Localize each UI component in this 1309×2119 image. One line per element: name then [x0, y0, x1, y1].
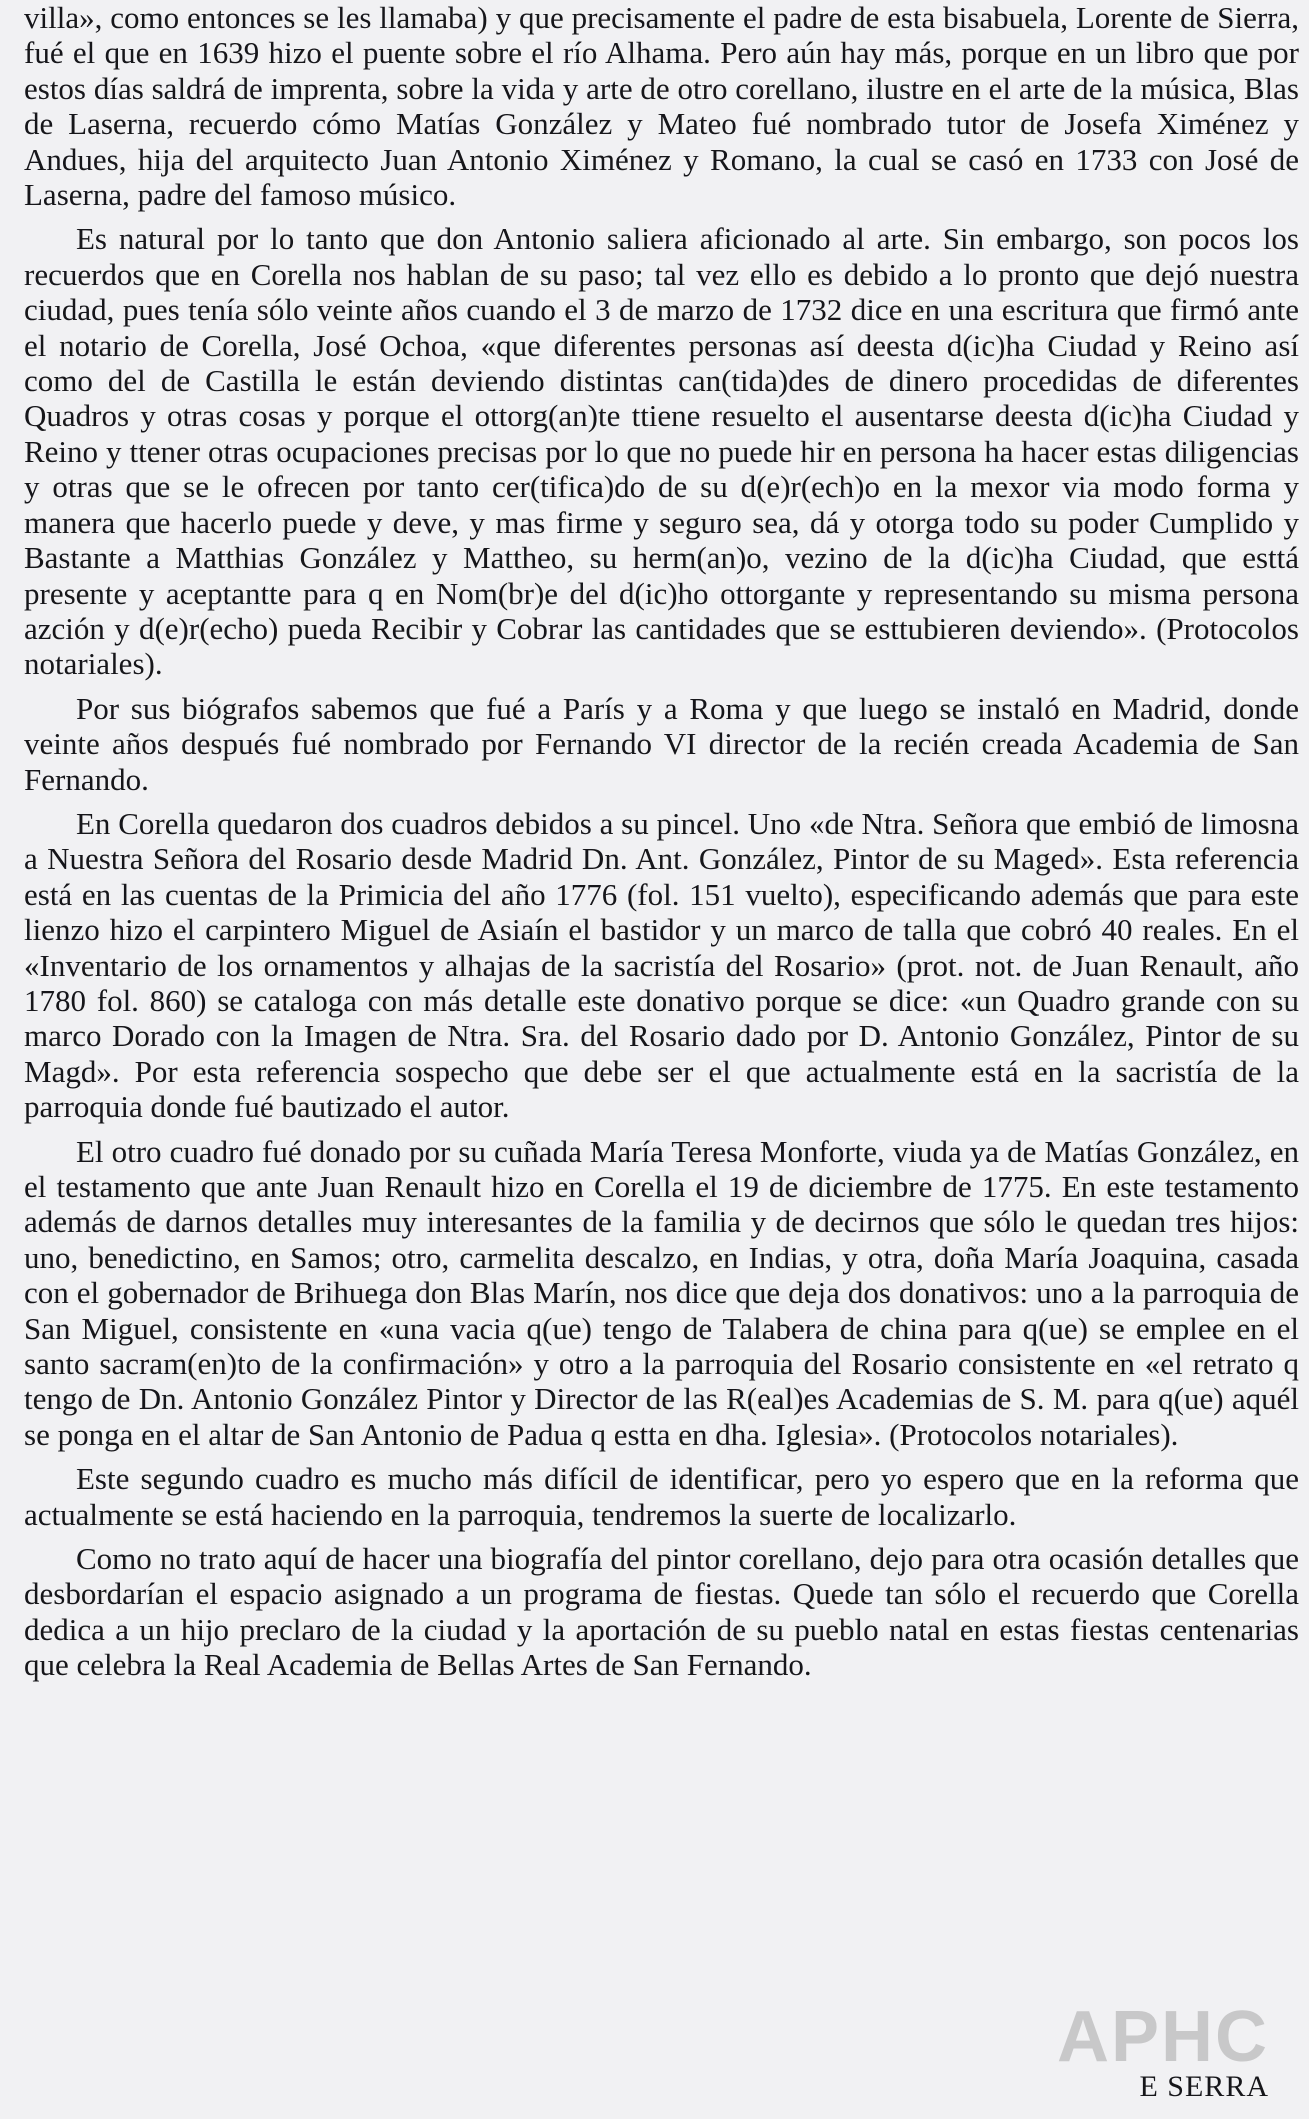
paragraph-1: villa», como entonces se les llamaba) y que precisamente el padre de esta bisabuela, Lorente de Sierra, fué el que en 1639 hizo el puente sobre el río Alhama. Pero aún hay más, porque en un libro que por estos días saldrá de imprenta, sobre la vida y arte de otro corellano, ilustre en el arte de la música, Blas de Laserna, recuerdo cómo Matías González y Mateo fué nombrado tutor de Josefa Ximénez y Andues, hija del arquitecto Juan Antonio Ximénez y Romano, la cual se casó en 1733 con José de Laserna, padre del famoso músico.	[24, 0, 1299, 213]
author-signature: E SERRA	[1139, 2070, 1269, 2103]
document-body	[24, 0, 1299, 1692]
paragraph-3: Por sus biógrafos sabemos que fué a París y a Roma y que luego se instaló en Madrid, donde veinte años después fué nombrado por Fernando VI director de la recién creada Academia de San Fernando.	[24, 690, 1299, 797]
paragraph-7: Como no trato aquí de hacer una biografía del pintor corellano, dejo para otra ocasión detalles que desbordarían el espacio asignado a un programa de fiestas. Quede tan sólo el recuerdo que Corella dedica a un hijo preclaro de la ciudad y la aportación de su pueblo natal en estas fiestas centenarias que celebra la Real Academia de Bellas Artes de San Fernando.	[24, 1541, 1299, 1683]
paragraph-5: El otro cuadro fué donado por su cuñada María Teresa Monforte, viuda ya de Matías González, en el testamento que ante Juan Renault hizo en Corella el 19 de diciembre de 1775. En este testamento además de darnos detalles muy interesantes de la familia y de decirnos que sólo le quedan tres hijos: uno, benedictino, en Samos; otro, carmelita descalzo, en Indias, y otra, doña María Joaquina, casada con el gobernador de Brihuega don Blas Marín, nos dice que deja dos donativos: uno a la parroquia de San Miguel, consistente en «una vacia q(ue) tengo de Talabera de china para q(ue) se emplee en el santo sacram(en)to de la confirmación» y otro a la parroquia del Rosario consistente en «el retrato q tengo de Dn. Antonio González Pintor y Director de las R(eal)es Academias de S. M. para q(ue) aquél se ponga en el altar de San Antonio de Padua q estta en dha. Iglesia». (Protocolos notariales).	[24, 1133, 1299, 1452]
paragraph-4: En Corella quedaron dos cuadros debidos a su pincel. Uno «de Ntra. Señora que embió de limosna a Nuestra Señora del Rosario desde Madrid Dn. Ant. González, Pintor de su Maged». Esta referencia está en las cuentas de la Primicia del año 1776 (fol. 151 vuelto), especificando además que para este lienzo hizo el carpintero Miguel de Asiaín el bastidor y un marco de talla que cobró 40 reales. En el «Inventario de los ornamentos y alhajas de la sacristía del Rosario» (prot. not. de Juan Renault, año 1780 fol. 860) se cataloga con más detalle este donativo porque se dice: «un Quadro grande con su marco Dorado con la Imagen de Ntra. Sra. del Rosario dado por D. Antonio González, Pintor de su Magd». Por esta referencia sospecho que debe ser el que actualmente está en la sacristía de la parroquia donde fué bautizado el autor.	[24, 805, 1299, 1125]
paragraph-2: Es natural por lo tanto que don Antonio saliera aficionado al arte. Sin embargo, son pocos los recuerdos que en Corella nos hablan de su paso; tal vez ello es debido a lo pronto que dejó nuestra ciudad, pues tenía sólo veinte años cuando el 3 de marzo de 1732 dice en una escritura que firmó ante el notario de Corella, José Ochoa, «que diferentes personas así deesta d(ic)ha Ciudad y Reino así como del de Castilla le están deviendo distintas can(tida)des de dinero procedidas de diferentes Quadros y otras cosas y porque el ottorg(an)te ttiene resuelto el ausentarse deesta d(ic)ha Ciudad y Reino y ttener otras ocupaciones precisas por lo que no puede hir en persona ha hacer estas diligencias y otras que se le ofrecen por tanto cer(tifica)do de su d(e)r(ech)o en la mexor via modo forma y manera que hacerlo puede y deve, y mas firme y seguro sea, dá y otorga todo su poder Cumplido y Bastante a Matthias González y Mattheo, su herm(an)o, vezino de la d(ic)ha Ciudad, que esttá presente y aceptantte para q en Nom(br)e del d(ic)ho ottorgante y representando su misma persona azción y d(e)r(echo) pueda Recibir y Cobrar las cantidades que se esttubieren deviendo». (Protocolos notariales).	[24, 221, 1299, 682]
aphc-watermark: APHC	[1057, 1997, 1270, 2077]
paragraph-6: Este segundo cuadro es mucho más difícil de identificar, pero yo espero que en la reforma que actualmente se está haciendo en la parroquia, tendremos la suerte de localizarlo.	[24, 1461, 1299, 1532]
